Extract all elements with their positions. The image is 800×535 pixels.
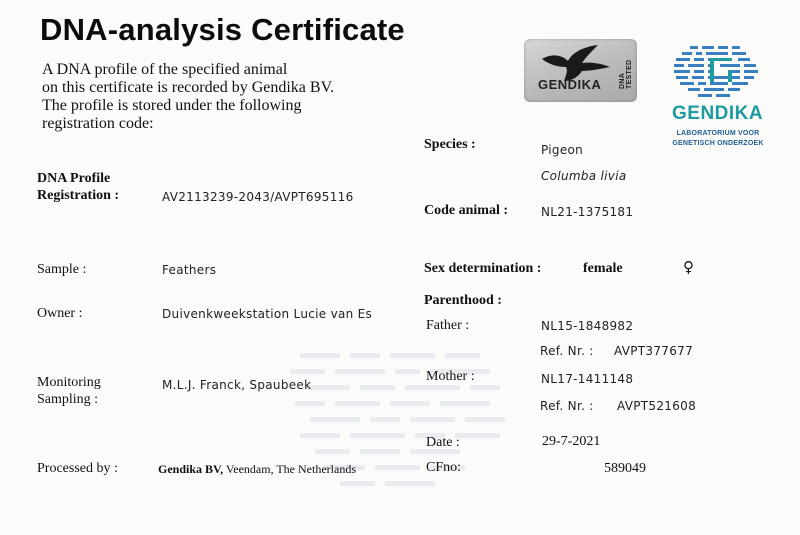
registration-value: AV2113239-2043/AVPT695116 [162, 190, 354, 204]
processed-value [158, 462, 356, 477]
dna-tested-badge [524, 39, 637, 102]
intro-line: The profile is stored under the following [42, 97, 302, 114]
date-value: 29-7-2021 [542, 434, 601, 449]
monitoring-label-line: Sampling : [37, 392, 99, 407]
father-value: NL15-1848982 [541, 319, 634, 333]
owner-label: Owner : [37, 306, 83, 321]
father-ref-label: Ref. Nr. : [540, 344, 594, 358]
sex-label: Sex determination : [424, 261, 542, 276]
code-animal-value: NL21-1375181 [541, 205, 634, 219]
species-latin-value: Columba livia [541, 169, 627, 183]
species-label: Species : [424, 137, 476, 152]
intro-line: on this certificate is recorded by Gendika BV. [42, 79, 335, 96]
logo-subtitle-line: LABORATORIUM VOOR [676, 130, 760, 137]
logo-subtitle-line: GENETISCH ONDERZOEK [672, 140, 764, 147]
badge-brand: GENDIKA [538, 77, 602, 92]
date-label: Date : [426, 435, 460, 450]
processed-company: Gendika BV, [158, 462, 224, 476]
intro-line: A DNA profile of the specified animal [42, 61, 288, 78]
sample-label: Sample : [37, 262, 87, 277]
cfno-label: CFno: [426, 460, 462, 475]
father-label: Father : [426, 318, 470, 333]
badge-tested-label: DNA TESTED [619, 59, 633, 89]
sex-value: female [583, 261, 623, 276]
intro-line: registration code: [42, 115, 154, 132]
processed-location: Veendam, The Netherlands [223, 462, 356, 476]
processed-label: Processed by : [37, 461, 118, 476]
mother-value: NL17-1411148 [541, 372, 634, 386]
registration-label [37, 170, 119, 204]
father-ref-value: AVPT377677 [614, 344, 694, 358]
mother-ref-value: AVPT521608 [617, 399, 697, 413]
code-animal-label: Code animal : [424, 203, 508, 218]
mother-label: Mother : [426, 369, 475, 384]
owner-value: Duivenkweekstation Lucie van Es [162, 307, 373, 321]
pigeon-icon [538, 45, 614, 81]
watermark-graphic [280, 345, 550, 505]
species-common-value: Pigeon [541, 143, 584, 157]
gendika-logo-text: GENDIKA [672, 103, 764, 124]
monitoring-label-line: Monitoring [37, 375, 101, 390]
gendika-logo-icon [672, 44, 762, 100]
monitoring-label [37, 374, 101, 408]
parenthood-label: Parenthood : [424, 293, 502, 308]
mother-ref-label: Ref. Nr. : [540, 399, 594, 413]
sample-value: Feathers [162, 263, 217, 277]
registration-label-line: DNA Profile [37, 171, 111, 186]
monitoring-value: M.L.J. Franck, Spaubeek [162, 378, 312, 392]
intro-text [42, 61, 334, 133]
gendika-logo-subtitle [672, 129, 764, 149]
certificate-title: DNA-analysis Certificate [40, 12, 405, 47]
registration-label-line: Registration : [37, 188, 120, 203]
cfno-value: 589049 [604, 461, 646, 476]
female-symbol-icon: ♀ [683, 258, 694, 276]
